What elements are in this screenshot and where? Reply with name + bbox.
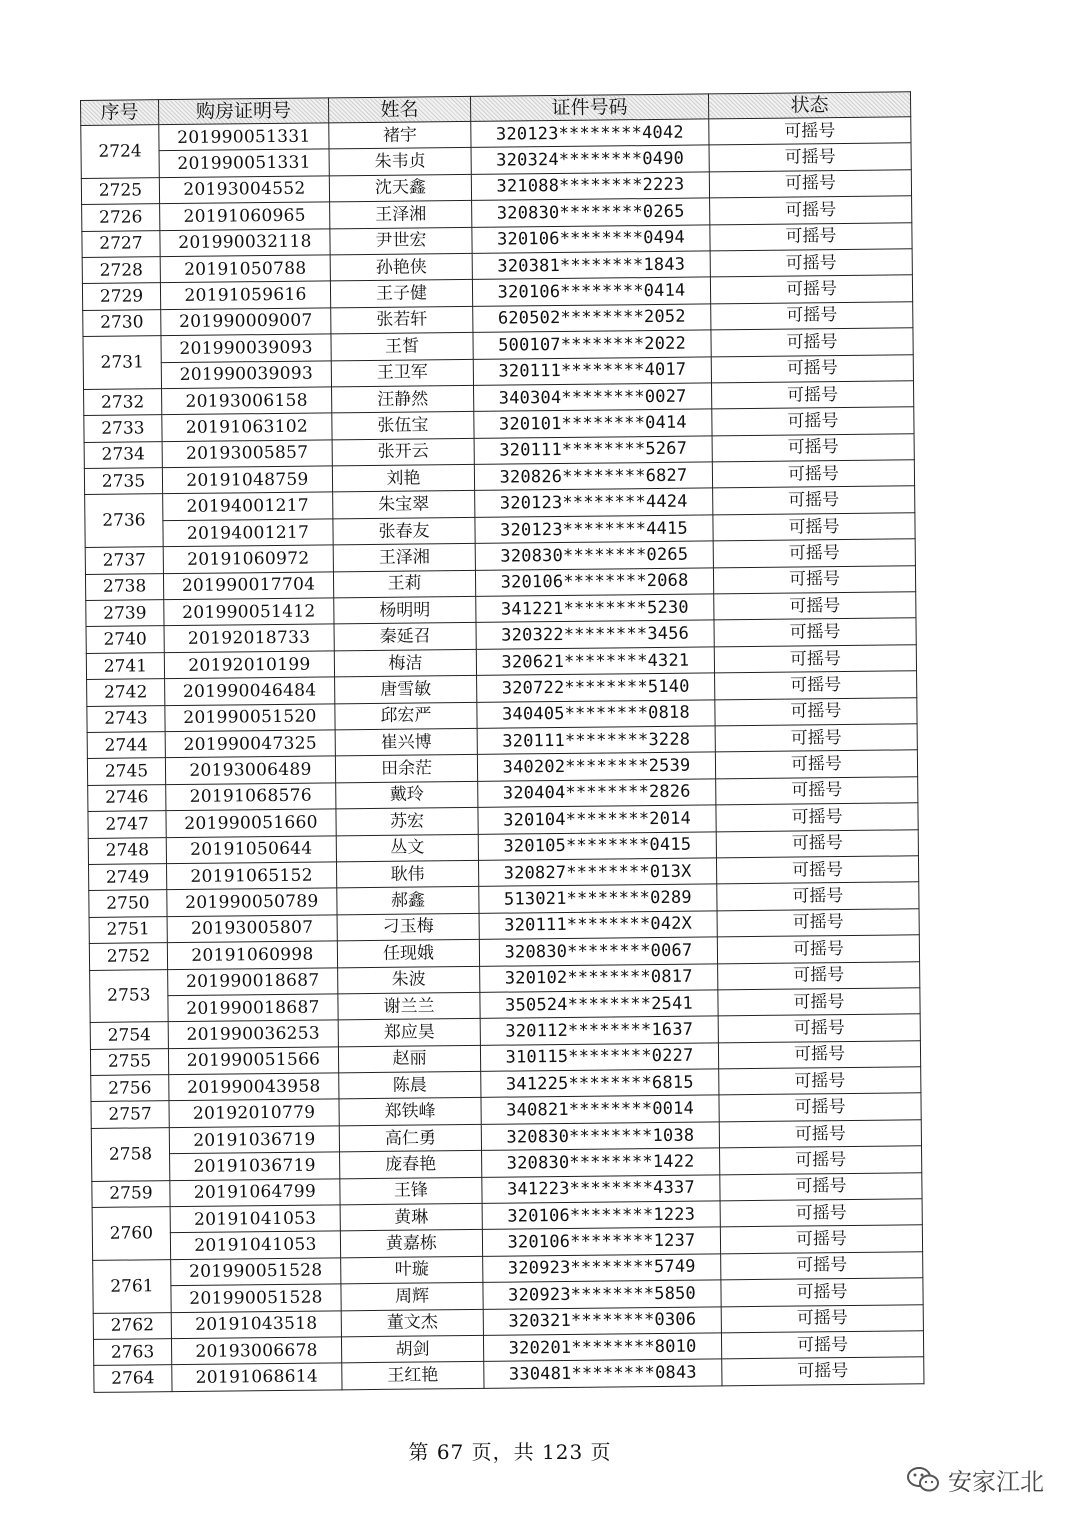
page-number: 第 67 页，共 123 页 — [408, 1440, 612, 1464]
header-status: 状态 — [708, 92, 910, 119]
cell-status: 可摇号 — [711, 302, 913, 331]
cell-seq: 2746 — [88, 784, 166, 811]
cell-name: 孙艳侠 — [330, 253, 472, 281]
cell-status: 可摇号 — [715, 697, 917, 726]
cell-cert-no: 201990051566 — [168, 1047, 338, 1075]
cell-name: 谢兰兰 — [338, 992, 480, 1020]
cell-cert-no: 20193006158 — [162, 387, 332, 415]
cell-id-no: 513021********0289 — [479, 884, 717, 913]
header-id-no: 证件号码 — [470, 94, 708, 121]
cell-name: 秦延召 — [334, 623, 476, 651]
cell-seq: 2736 — [85, 494, 164, 548]
cell-cert-no: 20191036719 — [170, 1152, 340, 1180]
cell-seq: 2752 — [89, 943, 167, 970]
cell-name: 张春友 — [333, 517, 475, 545]
cell-cert-no: 20191068614 — [172, 1363, 342, 1391]
cell-cert-no: 201990051331 — [159, 149, 329, 177]
cell-status: 可摇号 — [721, 1331, 923, 1360]
cell-name: 梅洁 — [334, 649, 476, 677]
cell-cert-no: 201990050789 — [167, 888, 337, 916]
cell-seq: 2740 — [86, 626, 164, 653]
cell-id-no: 340405********0818 — [477, 699, 715, 728]
cell-seq: 2739 — [86, 600, 164, 627]
cell-status: 可摇号 — [717, 908, 919, 937]
cell-name: 陈晨 — [339, 1071, 481, 1099]
cell-id-no: 341221********5230 — [476, 594, 714, 623]
cell-cert-no: 20194001217 — [163, 492, 333, 520]
cell-seq: 2737 — [85, 547, 163, 574]
cell-id-no: 500107********2022 — [473, 330, 711, 359]
cell-name: 王锋 — [340, 1177, 482, 1205]
cell-seq: 2732 — [84, 389, 162, 416]
cell-status: 可摇号 — [711, 328, 913, 357]
cell-id-no: 320322********3456 — [476, 620, 714, 649]
cell-status: 可摇号 — [715, 750, 917, 779]
cell-status: 可摇号 — [709, 170, 911, 199]
cell-status: 可摇号 — [718, 1014, 920, 1043]
cell-cert-no: 201990046484 — [165, 677, 335, 705]
cell-status: 可摇号 — [715, 671, 917, 700]
cell-seq: 2724 — [81, 125, 160, 179]
cell-cert-no: 20191043518 — [171, 1310, 341, 1338]
cell-status: 可摇号 — [713, 539, 915, 568]
cell-status: 可摇号 — [713, 486, 915, 515]
cell-name: 王红艳 — [342, 1362, 484, 1390]
cell-seq: 2754 — [90, 1022, 168, 1049]
cell-name: 王泽湘 — [330, 201, 472, 229]
cell-id-no: 341225********6815 — [481, 1069, 719, 1098]
cell-cert-no: 201990043958 — [169, 1073, 339, 1101]
cell-seq: 2748 — [88, 837, 166, 864]
cell-id-no: 320111********042X — [479, 911, 717, 940]
cell-cert-no: 20193004552 — [159, 176, 329, 204]
cell-cert-no: 20192010779 — [169, 1099, 339, 1127]
cell-cert-no: 20193005807 — [167, 915, 337, 943]
cell-cert-no: 20191036719 — [169, 1126, 339, 1154]
cell-seq: 2749 — [89, 864, 167, 891]
cell-seq: 2747 — [88, 811, 166, 838]
cell-seq: 2757 — [91, 1101, 169, 1128]
cell-seq: 2742 — [87, 679, 165, 706]
cell-seq: 2755 — [90, 1048, 168, 1075]
cell-name: 任现娥 — [337, 939, 479, 967]
cell-name: 王子健 — [330, 280, 472, 308]
cell-status: 可摇号 — [715, 724, 917, 753]
cell-name: 庞春艳 — [340, 1151, 482, 1179]
cell-name: 沈天鑫 — [329, 174, 471, 202]
cell-id-no: 320923********5749 — [483, 1254, 721, 1283]
cell-seq: 2745 — [87, 758, 165, 785]
cell-id-no: 320123********4424 — [475, 488, 713, 517]
cell-seq: 2759 — [92, 1180, 170, 1207]
cell-status: 可摇号 — [720, 1146, 922, 1175]
cell-status: 可摇号 — [710, 249, 912, 278]
cell-seq: 2764 — [94, 1365, 172, 1392]
cell-seq: 2730 — [83, 309, 161, 336]
cell-id-no: 320201********8010 — [483, 1333, 721, 1362]
cell-name: 刁玉梅 — [337, 913, 479, 941]
cell-status: 可摇号 — [713, 565, 915, 594]
cell-seq: 2762 — [93, 1312, 171, 1339]
cell-status: 可摇号 — [711, 354, 913, 383]
cell-cert-no: 20191060965 — [160, 202, 330, 230]
cell-name: 张若轩 — [331, 306, 473, 334]
cell-status: 可摇号 — [716, 856, 918, 885]
cell-cert-no: 201990047325 — [165, 730, 335, 758]
cell-cert-no: 20191050644 — [166, 835, 336, 863]
cell-name: 黄嘉栋 — [340, 1230, 482, 1258]
cell-status: 可摇号 — [714, 645, 916, 674]
cell-id-no: 320111********3228 — [477, 726, 715, 755]
cell-cert-no: 201990051528 — [171, 1284, 341, 1312]
cell-cert-no: 201990051660 — [166, 809, 336, 837]
cell-id-no: 320123********4415 — [475, 515, 713, 544]
cell-name: 叶璇 — [341, 1256, 483, 1284]
cell-cert-no: 20191060972 — [163, 545, 333, 573]
cell-name: 汪静然 — [332, 385, 474, 413]
cell-status: 可摇号 — [717, 935, 919, 964]
cell-id-no: 320101********0414 — [474, 409, 712, 438]
cell-id-no: 320111********4017 — [473, 356, 711, 385]
cell-id-no: 320111********5267 — [474, 436, 712, 465]
cell-status: 可摇号 — [718, 988, 920, 1017]
cell-status: 可摇号 — [721, 1252, 923, 1281]
cell-name: 丛文 — [336, 834, 478, 862]
cell-id-no: 320106********0494 — [472, 224, 710, 253]
cell-status: 可摇号 — [712, 460, 914, 489]
cell-cert-no: 20191063102 — [162, 413, 332, 441]
cell-cert-no: 201990039093 — [161, 360, 331, 388]
cell-status: 可摇号 — [720, 1172, 922, 1201]
cell-seq: 2753 — [90, 969, 169, 1023]
cell-cert-no: 20191064799 — [170, 1178, 340, 1206]
cell-id-no: 320106********1237 — [482, 1227, 720, 1256]
cell-status: 可摇号 — [718, 961, 920, 990]
cell-seq: 2760 — [92, 1207, 171, 1261]
cell-cert-no: 201990051520 — [165, 703, 335, 731]
cell-seq: 2763 — [93, 1339, 171, 1366]
cell-name: 朱韦贞 — [329, 148, 471, 176]
cell-id-no: 320112********1637 — [480, 1016, 718, 1045]
cell-seq: 2751 — [89, 916, 167, 943]
cell-id-no: 320102********0817 — [480, 963, 718, 992]
cell-cert-no: 20191050788 — [160, 255, 330, 283]
cell-name: 张开云 — [332, 438, 474, 466]
cell-status: 可摇号 — [716, 777, 918, 806]
cell-cert-no: 20193006489 — [165, 756, 335, 784]
cell-status: 可摇号 — [714, 592, 916, 621]
cell-id-no: 320621********4321 — [476, 647, 714, 676]
cell-status: 可摇号 — [710, 275, 912, 304]
cell-cert-no: 201990018687 — [168, 994, 338, 1022]
cell-name: 朱波 — [338, 966, 480, 994]
cell-id-no: 341223********4337 — [482, 1174, 720, 1203]
cell-name: 朱宝翠 — [333, 491, 475, 519]
cell-cert-no: 20191041053 — [170, 1205, 340, 1233]
cell-cert-no: 20191041053 — [170, 1231, 340, 1259]
cell-name: 胡剑 — [341, 1335, 483, 1363]
cell-name: 郝鑫 — [337, 887, 479, 915]
cell-name: 董文杰 — [341, 1309, 483, 1337]
cell-name: 杨明明 — [334, 596, 476, 624]
cell-id-no: 320923********5850 — [483, 1280, 721, 1309]
cell-name: 崔兴博 — [335, 728, 477, 756]
cell-id-no: 320827********013X — [478, 858, 716, 887]
cell-seq: 2741 — [86, 652, 164, 679]
cell-id-no: 340304********0027 — [474, 383, 712, 412]
cell-id-no: 320826********6827 — [474, 462, 712, 491]
cell-cert-no: 201990009007 — [161, 308, 331, 336]
cell-status: 可摇号 — [716, 829, 918, 858]
cell-name: 黄琳 — [340, 1203, 482, 1231]
cell-cert-no: 20192010199 — [164, 651, 334, 679]
cell-seq: 2731 — [83, 336, 162, 390]
cell-seq: 2729 — [82, 283, 160, 310]
header-cert-no: 购房证明号 — [159, 98, 329, 125]
cell-seq: 2726 — [82, 204, 160, 231]
cell-cert-no: 20191068576 — [166, 783, 336, 811]
cell-cert-no: 201990051412 — [164, 598, 334, 626]
cell-cert-no: 20192018733 — [164, 624, 334, 652]
cell-status: 可摇号 — [713, 513, 915, 542]
cell-name: 尹世宏 — [330, 227, 472, 255]
cell-id-no: 350524********2541 — [480, 990, 718, 1019]
cell-cert-no: 201990039093 — [161, 334, 331, 362]
cell-seq: 2733 — [84, 415, 162, 442]
cell-name: 王泽湘 — [333, 544, 475, 572]
cell-seq: 2750 — [89, 890, 167, 917]
cell-name: 郑铁峰 — [339, 1098, 481, 1126]
cell-cert-no: 201990032118 — [160, 228, 330, 256]
cell-status: 可摇号 — [716, 803, 918, 832]
cell-id-no: 320830********0265 — [475, 541, 713, 570]
cell-name: 刘艳 — [332, 464, 474, 492]
cell-status: 可摇号 — [714, 618, 916, 647]
cell-name: 郑应昊 — [338, 1019, 480, 1047]
cell-id-no: 340202********2539 — [477, 752, 715, 781]
wechat-icon — [906, 1465, 940, 1495]
cell-id-no: 320830********0265 — [472, 198, 710, 227]
table-sheet — [80, 91, 923, 1392]
cell-id-no: 320404********2826 — [478, 779, 716, 808]
cell-name: 邱宏严 — [335, 702, 477, 730]
cell-seq: 2725 — [81, 177, 159, 204]
cell-id-no: 310115********0227 — [480, 1043, 718, 1072]
cell-status: 可摇号 — [710, 196, 912, 225]
cell-id-no: 320104********2014 — [478, 805, 716, 834]
cell-id-no: 320324********0490 — [471, 145, 709, 174]
cell-cert-no: 20193005857 — [162, 440, 332, 468]
cell-cert-no: 20191065152 — [167, 862, 337, 890]
cell-status: 可摇号 — [721, 1304, 923, 1333]
cell-id-no: 620502********2052 — [473, 304, 711, 333]
cell-id-no: 321088********2223 — [471, 172, 709, 201]
cell-cert-no: 201990018687 — [168, 967, 338, 995]
header-name: 姓名 — [328, 96, 470, 122]
applicant-table — [80, 91, 924, 1392]
cell-id-no: 320722********5140 — [477, 673, 715, 702]
cell-status: 可摇号 — [719, 1120, 921, 1149]
cell-name: 耿伟 — [336, 860, 478, 888]
cell-status: 可摇号 — [720, 1199, 922, 1228]
cell-id-no: 330481********0843 — [484, 1359, 722, 1388]
cell-cert-no: 20191060998 — [167, 941, 337, 969]
cell-name: 赵丽 — [338, 1045, 480, 1073]
cell-status: 可摇号 — [719, 1093, 921, 1122]
cell-name: 王卫军 — [331, 359, 473, 387]
cell-seq: 2735 — [84, 468, 162, 495]
cell-cert-no: 20191059616 — [160, 281, 330, 309]
header-seq: 序号 — [81, 100, 159, 126]
cell-status: 可摇号 — [717, 882, 919, 911]
cell-id-no: 320321********0306 — [483, 1306, 721, 1335]
cell-name: 周辉 — [341, 1283, 483, 1311]
cell-name: 唐雪敏 — [335, 676, 477, 704]
cell-seq: 2744 — [87, 732, 165, 759]
cell-seq: 2756 — [91, 1075, 169, 1102]
cell-status: 可摇号 — [711, 381, 913, 410]
cell-id-no: 320105********0415 — [478, 831, 716, 860]
cell-id-no: 320106********2068 — [475, 568, 713, 597]
cell-name: 王莉 — [333, 570, 475, 598]
cell-cert-no: 201990051528 — [171, 1258, 341, 1286]
cell-seq: 2734 — [84, 441, 162, 468]
cell-id-no: 320381********1843 — [472, 251, 710, 280]
watermark — [906, 1462, 1044, 1497]
cell-name: 田余茫 — [335, 755, 477, 783]
cell-name: 王皙 — [331, 333, 473, 361]
cell-name: 戴玲 — [336, 781, 478, 809]
table-body — [81, 117, 924, 1392]
cell-cert-no: 20194001217 — [163, 519, 333, 547]
cell-cert-no: 201990051331 — [159, 123, 329, 151]
cell-cert-no: 201990017704 — [163, 572, 333, 600]
cell-status: 可摇号 — [719, 1067, 921, 1096]
watermark-text: 安家江北 — [948, 1468, 1044, 1496]
cell-status: 可摇号 — [709, 143, 911, 172]
cell-name: 张伍宝 — [332, 412, 474, 440]
cell-seq: 2761 — [93, 1259, 172, 1313]
cell-name: 高仁勇 — [339, 1124, 481, 1152]
cell-status: 可摇号 — [718, 1040, 920, 1069]
cell-status: 可摇号 — [712, 407, 914, 436]
cell-status: 可摇号 — [712, 433, 914, 462]
cell-status: 可摇号 — [721, 1278, 923, 1307]
cell-id-no: 320830********0067 — [479, 937, 717, 966]
cell-status: 可摇号 — [709, 117, 911, 146]
cell-cert-no: 20191048759 — [162, 466, 332, 494]
cell-id-no: 320123********4042 — [471, 119, 709, 148]
cell-cert-no: 20193006678 — [171, 1337, 341, 1365]
cell-seq: 2728 — [82, 257, 160, 284]
cell-status: 可摇号 — [710, 222, 912, 251]
cell-name: 苏宏 — [336, 808, 478, 836]
cell-id-no: 320106********0414 — [472, 277, 710, 306]
cell-cert-no: 201990036253 — [168, 1020, 338, 1048]
cell-seq: 2738 — [85, 573, 163, 600]
cell-status: 可摇号 — [722, 1357, 924, 1386]
cell-id-no: 320830********1038 — [481, 1122, 719, 1151]
cell-seq: 2758 — [91, 1127, 170, 1181]
cell-id-no: 340821********0014 — [481, 1095, 719, 1124]
cell-seq: 2727 — [82, 230, 160, 257]
cell-name: 褚宇 — [329, 121, 471, 149]
cell-id-no: 320106********1223 — [482, 1201, 720, 1230]
cell-seq: 2743 — [87, 705, 165, 732]
cell-status: 可摇号 — [720, 1225, 922, 1254]
cell-id-no: 320830********1422 — [482, 1148, 720, 1177]
